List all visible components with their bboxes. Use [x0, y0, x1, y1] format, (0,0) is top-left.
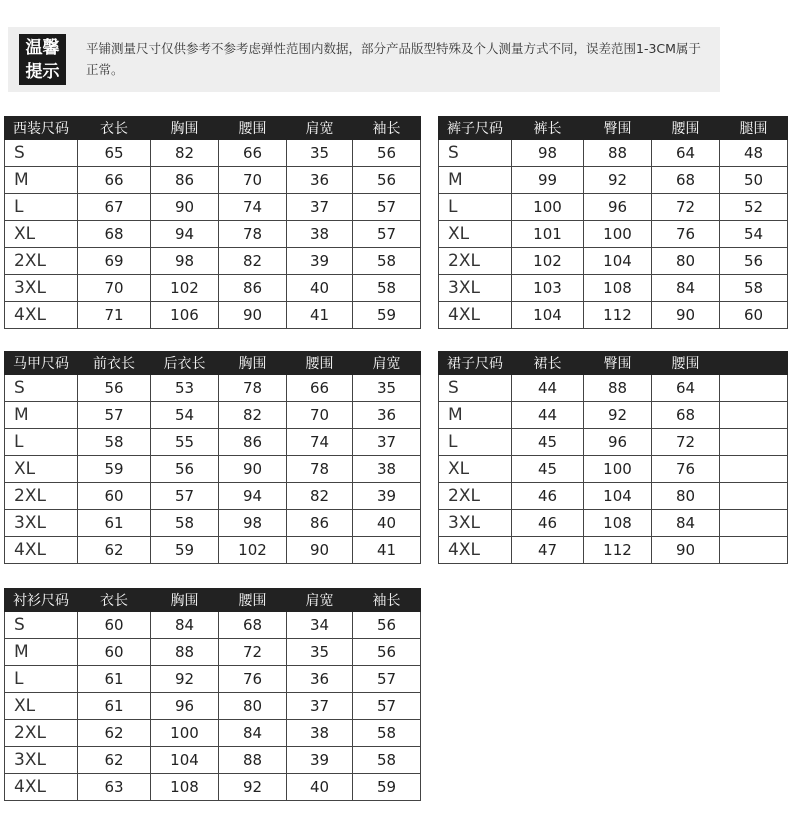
measure-cell: 60: [78, 483, 151, 510]
vest-size-table: [4, 351, 421, 564]
measure-cell: 69: [78, 248, 151, 275]
measure-cell: 90: [151, 194, 219, 221]
measure-column-header: 腰围: [287, 352, 353, 375]
size-cell: 3XL: [5, 275, 78, 302]
table-row: [5, 510, 421, 537]
size-cell: XL: [439, 221, 512, 248]
measure-cell: 57: [353, 221, 421, 248]
measure-cell: 103: [512, 275, 584, 302]
measure-cell: 50: [720, 167, 788, 194]
size-cell: S: [5, 375, 78, 402]
measure-column-header: 肩宽: [287, 589, 353, 612]
measure-cell: 98: [512, 140, 584, 167]
measure-cell: 76: [652, 456, 720, 483]
measure-cell: 76: [219, 666, 287, 693]
table-row: [439, 275, 788, 302]
measure-cell: 90: [652, 537, 720, 564]
measure-cell: 58: [151, 510, 219, 537]
pants-size-table: [438, 116, 788, 329]
measure-cell: 78: [287, 456, 353, 483]
measure-cell: 64: [652, 375, 720, 402]
measure-cell: 70: [78, 275, 151, 302]
measure-cell: 38: [353, 456, 421, 483]
measure-column-header: 胸围: [151, 589, 219, 612]
table-row: [439, 302, 788, 329]
measure-cell: 54: [720, 221, 788, 248]
measure-cell: 104: [584, 483, 652, 510]
size-cell: M: [439, 167, 512, 194]
measure-cell: 94: [219, 483, 287, 510]
measure-cell: 96: [151, 693, 219, 720]
measure-cell: [720, 429, 788, 456]
measure-column-header: 肩宽: [353, 352, 421, 375]
suit-size-table: [4, 116, 421, 329]
measure-cell: 94: [151, 221, 219, 248]
measure-cell: 62: [78, 747, 151, 774]
measure-cell: 84: [219, 720, 287, 747]
table-row: [439, 221, 788, 248]
measure-column-header: 腰围: [219, 589, 287, 612]
size-column-header: 裙子尺码: [439, 352, 512, 375]
measure-cell: 88: [219, 747, 287, 774]
measure-cell: 58: [78, 429, 151, 456]
size-cell: 4XL: [439, 302, 512, 329]
measure-cell: 86: [219, 275, 287, 302]
measure-column-header: [720, 352, 788, 375]
measure-cell: 58: [353, 275, 421, 302]
measure-cell: 67: [78, 194, 151, 221]
table-row: [5, 248, 421, 275]
size-column-header: 西装尺码: [5, 117, 78, 140]
size-column-header: 马甲尺码: [5, 352, 78, 375]
measure-cell: 66: [78, 167, 151, 194]
measure-cell: 104: [151, 747, 219, 774]
size-cell: M: [5, 402, 78, 429]
table-row: [5, 275, 421, 302]
measure-cell: 62: [78, 537, 151, 564]
measure-cell: 78: [219, 375, 287, 402]
measure-column-header: 腰围: [219, 117, 287, 140]
measure-cell: 60: [78, 639, 151, 666]
measure-column-header: 腿围: [720, 117, 788, 140]
measure-cell: 57: [353, 693, 421, 720]
measure-cell: 100: [584, 456, 652, 483]
measure-cell: 52: [720, 194, 788, 221]
measure-cell: 35: [287, 639, 353, 666]
measure-column-header: 臀围: [584, 117, 652, 140]
measure-cell: 112: [584, 537, 652, 564]
measure-cell: 98: [151, 248, 219, 275]
measure-cell: 44: [512, 375, 584, 402]
measure-cell: 96: [584, 429, 652, 456]
measure-cell: 92: [219, 774, 287, 801]
table-row: [439, 167, 788, 194]
measure-cell: 104: [584, 248, 652, 275]
measure-cell: 59: [353, 774, 421, 801]
table-row: [439, 194, 788, 221]
measure-cell: 101: [512, 221, 584, 248]
measure-cell: 84: [652, 275, 720, 302]
measure-cell: 57: [151, 483, 219, 510]
measure-cell: 106: [151, 302, 219, 329]
size-cell: 3XL: [5, 510, 78, 537]
measure-cell: 82: [219, 402, 287, 429]
measure-cell: 39: [353, 483, 421, 510]
measure-column-header: 袖长: [353, 589, 421, 612]
measure-cell: 57: [78, 402, 151, 429]
table-header-row: [5, 352, 421, 375]
measure-cell: 54: [151, 402, 219, 429]
measure-column-header: 臀围: [584, 352, 652, 375]
measure-cell: 74: [219, 194, 287, 221]
measure-cell: 59: [151, 537, 219, 564]
size-cell: S: [5, 140, 78, 167]
size-cell: 3XL: [439, 510, 512, 537]
table-header-row: [439, 117, 788, 140]
measure-cell: 37: [287, 693, 353, 720]
measure-cell: 84: [652, 510, 720, 537]
measure-cell: 35: [353, 375, 421, 402]
table-row: [439, 429, 788, 456]
measure-cell: 108: [151, 774, 219, 801]
table-row: [5, 167, 421, 194]
table-row: [5, 221, 421, 248]
table-row: [439, 248, 788, 275]
measure-cell: 102: [151, 275, 219, 302]
size-cell: 2XL: [5, 248, 78, 275]
measure-cell: 68: [652, 167, 720, 194]
size-column-header: 衬衫尺码: [5, 589, 78, 612]
table-row: [439, 510, 788, 537]
size-cell: L: [5, 666, 78, 693]
measure-cell: 88: [151, 639, 219, 666]
measure-cell: 60: [78, 612, 151, 639]
measure-column-header: 袖长: [353, 117, 421, 140]
notice-badge-line2: 提示: [25, 61, 60, 82]
table-row: [5, 774, 421, 801]
measure-cell: 59: [353, 302, 421, 329]
size-cell: M: [439, 402, 512, 429]
table-row: [439, 456, 788, 483]
measure-cell: 108: [584, 275, 652, 302]
table-row: [5, 375, 421, 402]
measure-cell: [720, 483, 788, 510]
measure-cell: 56: [151, 456, 219, 483]
measure-cell: 35: [287, 140, 353, 167]
measure-cell: 99: [512, 167, 584, 194]
measure-cell: 90: [219, 302, 287, 329]
measure-cell: 36: [287, 666, 353, 693]
measure-cell: 70: [287, 402, 353, 429]
measure-cell: 47: [512, 537, 584, 564]
measure-cell: 72: [652, 194, 720, 221]
measure-cell: [720, 537, 788, 564]
size-cell: 2XL: [439, 483, 512, 510]
size-cell: 4XL: [439, 537, 512, 564]
measure-cell: 58: [720, 275, 788, 302]
table-row: [439, 402, 788, 429]
measure-cell: 102: [512, 248, 584, 275]
measure-column-header: 胸围: [151, 117, 219, 140]
measure-cell: 102: [219, 537, 287, 564]
measure-cell: 68: [219, 612, 287, 639]
measure-cell: 96: [584, 194, 652, 221]
measure-cell: 56: [720, 248, 788, 275]
measure-cell: 45: [512, 456, 584, 483]
measure-cell: 86: [151, 167, 219, 194]
size-cell: 2XL: [5, 720, 78, 747]
measure-cell: 100: [584, 221, 652, 248]
measure-cell: 84: [151, 612, 219, 639]
measure-cell: 38: [287, 720, 353, 747]
measure-cell: 63: [78, 774, 151, 801]
measure-cell: 65: [78, 140, 151, 167]
table-row: [5, 483, 421, 510]
measure-cell: 80: [219, 693, 287, 720]
measure-cell: 57: [353, 666, 421, 693]
measure-cell: 88: [584, 375, 652, 402]
measure-cell: 39: [287, 747, 353, 774]
measure-column-header: 衣长: [78, 589, 151, 612]
measure-cell: 40: [287, 275, 353, 302]
size-cell: L: [439, 429, 512, 456]
measure-cell: 68: [652, 402, 720, 429]
size-cell: S: [439, 375, 512, 402]
measure-cell: 104: [512, 302, 584, 329]
table-row: [5, 140, 421, 167]
notice-badge: [19, 34, 66, 85]
measure-cell: 78: [219, 221, 287, 248]
size-cell: S: [5, 612, 78, 639]
table-row: [5, 666, 421, 693]
skirt-size-table: [438, 351, 788, 564]
table-row: [5, 537, 421, 564]
measure-column-header: 前衣长: [78, 352, 151, 375]
table-row: [5, 194, 421, 221]
size-cell: 3XL: [5, 747, 78, 774]
measure-cell: 40: [287, 774, 353, 801]
size-cell: L: [5, 194, 78, 221]
size-cell: M: [5, 167, 78, 194]
table-header-row: [439, 352, 788, 375]
measure-cell: 66: [219, 140, 287, 167]
measure-cell: [720, 402, 788, 429]
measure-cell: 92: [151, 666, 219, 693]
measure-cell: 56: [353, 140, 421, 167]
measure-cell: 56: [353, 612, 421, 639]
measure-column-header: 后衣长: [151, 352, 219, 375]
measure-cell: 58: [353, 248, 421, 275]
table-row: [5, 429, 421, 456]
measure-cell: 82: [219, 248, 287, 275]
size-cell: M: [5, 639, 78, 666]
measure-cell: 60: [720, 302, 788, 329]
measure-cell: 92: [584, 167, 652, 194]
measure-cell: 76: [652, 221, 720, 248]
measure-cell: 92: [584, 402, 652, 429]
size-column-header: 裤子尺码: [439, 117, 512, 140]
table-row: [439, 483, 788, 510]
measure-cell: 45: [512, 429, 584, 456]
measure-cell: 58: [353, 747, 421, 774]
measure-cell: 108: [584, 510, 652, 537]
measure-cell: [720, 456, 788, 483]
measure-cell: 36: [353, 402, 421, 429]
table-row: [5, 456, 421, 483]
measure-cell: 100: [151, 720, 219, 747]
measure-cell: 37: [353, 429, 421, 456]
measure-cell: 72: [652, 429, 720, 456]
measure-column-header: 肩宽: [287, 117, 353, 140]
measure-cell: 62: [78, 720, 151, 747]
size-cell: L: [5, 429, 78, 456]
measure-cell: [720, 375, 788, 402]
measure-column-header: 衣长: [78, 117, 151, 140]
size-cell: 2XL: [439, 248, 512, 275]
measure-cell: 98: [219, 510, 287, 537]
measure-cell: 88: [584, 140, 652, 167]
measure-cell: 34: [287, 612, 353, 639]
table-header-row: [5, 589, 421, 612]
measure-cell: 57: [353, 194, 421, 221]
measure-cell: 70: [219, 167, 287, 194]
size-cell: XL: [439, 456, 512, 483]
table-row: [5, 720, 421, 747]
notice-badge-line1: 温馨: [25, 37, 60, 58]
measure-cell: 44: [512, 402, 584, 429]
measure-cell: 100: [512, 194, 584, 221]
table-row: [439, 375, 788, 402]
measure-cell: 41: [353, 537, 421, 564]
table-row: [439, 537, 788, 564]
measure-cell: 55: [151, 429, 219, 456]
measure-cell: 82: [287, 483, 353, 510]
measure-cell: 53: [151, 375, 219, 402]
size-cell: S: [439, 140, 512, 167]
shirt-size-table: [4, 588, 421, 801]
measure-cell: 90: [287, 537, 353, 564]
measure-cell: 58: [353, 720, 421, 747]
size-cell: 4XL: [5, 537, 78, 564]
table-row: [5, 402, 421, 429]
measure-column-header: 腰围: [652, 352, 720, 375]
size-cell: XL: [5, 456, 78, 483]
size-cell: XL: [5, 693, 78, 720]
measure-cell: 80: [652, 483, 720, 510]
size-cell: 4XL: [5, 302, 78, 329]
table-row: [5, 693, 421, 720]
measure-cell: 64: [652, 140, 720, 167]
table-row: [5, 639, 421, 666]
table-row: [439, 140, 788, 167]
notice-banner: [8, 27, 720, 92]
size-cell: 4XL: [5, 774, 78, 801]
size-cell: L: [439, 194, 512, 221]
table-header-row: [5, 117, 421, 140]
table-row: [5, 747, 421, 774]
measure-column-header: 腰围: [652, 117, 720, 140]
measure-cell: 59: [78, 456, 151, 483]
measure-cell: 82: [151, 140, 219, 167]
table-row: [5, 302, 421, 329]
size-cell: 3XL: [439, 275, 512, 302]
measure-cell: [720, 510, 788, 537]
measure-cell: 61: [78, 693, 151, 720]
measure-cell: 37: [287, 194, 353, 221]
size-cell: 2XL: [5, 483, 78, 510]
measure-column-header: 裤长: [512, 117, 584, 140]
measure-cell: 41: [287, 302, 353, 329]
measure-column-header: 裙长: [512, 352, 584, 375]
measure-cell: 90: [652, 302, 720, 329]
measure-cell: 90: [219, 456, 287, 483]
measure-cell: 61: [78, 666, 151, 693]
measure-cell: 36: [287, 167, 353, 194]
measure-cell: 72: [219, 639, 287, 666]
measure-cell: 74: [287, 429, 353, 456]
measure-cell: 86: [219, 429, 287, 456]
measure-cell: 38: [287, 221, 353, 248]
measure-cell: 56: [353, 639, 421, 666]
measure-cell: 56: [78, 375, 151, 402]
measure-cell: 61: [78, 510, 151, 537]
measure-cell: 68: [78, 221, 151, 248]
measure-cell: 48: [720, 140, 788, 167]
measure-column-header: 胸围: [219, 352, 287, 375]
notice-text: 平铺测量尺寸仅供参考不参考虑弹性范围内数据，部分产品版型特殊及个人测量方式不同，误差范围1-3CM属于正常。: [86, 41, 701, 77]
measure-cell: 46: [512, 510, 584, 537]
measure-cell: 66: [287, 375, 353, 402]
measure-cell: 56: [353, 167, 421, 194]
measure-cell: 112: [584, 302, 652, 329]
table-row: [5, 612, 421, 639]
measure-cell: 86: [287, 510, 353, 537]
measure-cell: 71: [78, 302, 151, 329]
measure-cell: 40: [353, 510, 421, 537]
size-cell: XL: [5, 221, 78, 248]
measure-cell: 39: [287, 248, 353, 275]
measure-cell: 46: [512, 483, 584, 510]
measure-cell: 80: [652, 248, 720, 275]
